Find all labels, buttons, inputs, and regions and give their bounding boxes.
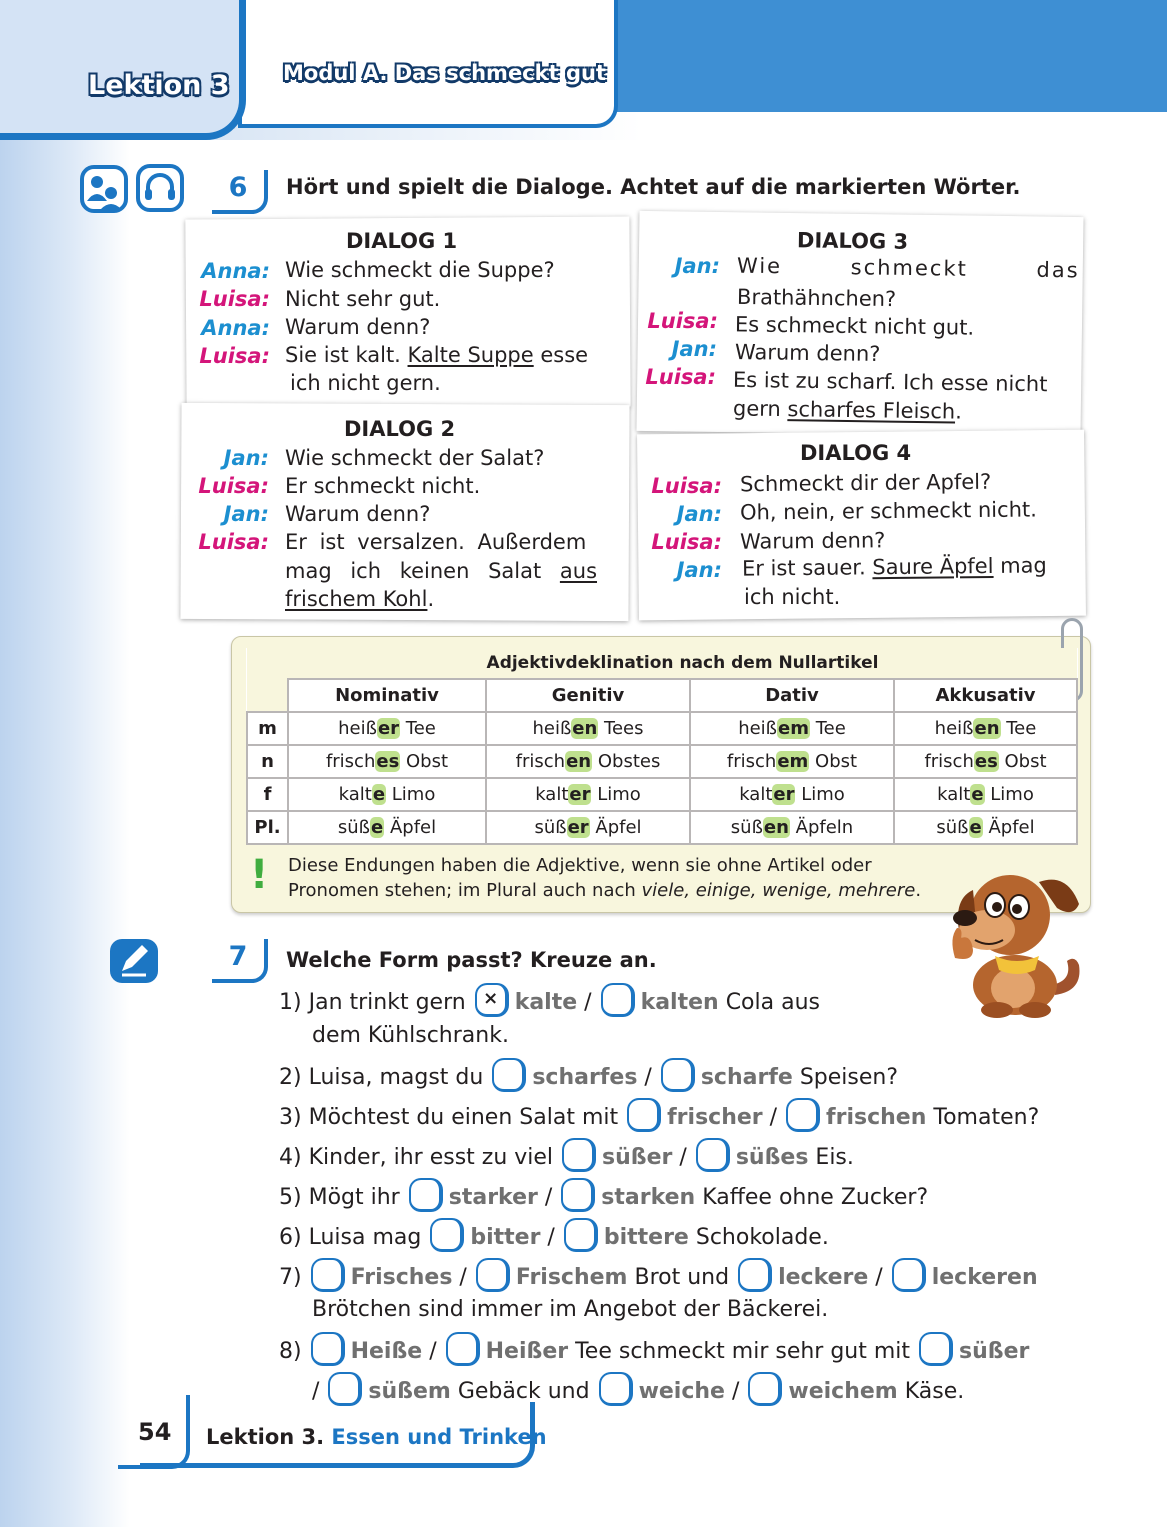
column-header: Dativ <box>690 679 894 712</box>
pair-work-icon <box>80 165 128 213</box>
option-text: weichem <box>788 1379 898 1404</box>
item-text: Möchtest du einen Salat mit <box>308 1105 619 1130</box>
stem: frisch <box>325 751 376 772</box>
dialog-3-line <box>733 394 962 425</box>
stem: kalt <box>535 784 569 805</box>
noun: Limo <box>386 784 436 805</box>
option-text: kalte <box>514 990 578 1015</box>
table-cell <box>288 811 486 844</box>
dialog-3-speaker: Jan: <box>671 337 717 361</box>
lektion-title: Lektion 3 <box>88 70 230 101</box>
table-row <box>247 745 1077 778</box>
option-text: weiche <box>638 1379 725 1404</box>
noun: Äpfel <box>384 817 437 838</box>
noun: Limo <box>795 784 845 805</box>
dialog-4-line <box>742 551 1047 582</box>
answer-checkbox[interactable] <box>311 1332 345 1366</box>
stem: heiß <box>738 718 778 739</box>
marked-phrase: Saure Äpfel <box>872 553 994 580</box>
noun: Tee <box>1000 718 1037 739</box>
ending: e <box>372 784 386 805</box>
noun: Obstes <box>592 751 661 772</box>
answer-checkbox[interactable] <box>786 1098 820 1132</box>
option-text: kalten <box>640 990 719 1015</box>
stem: heiß <box>532 718 572 739</box>
dialog-4-title: DIALOG 4 <box>800 441 912 465</box>
ending: e <box>971 784 984 805</box>
option-text: Heiße <box>350 1339 423 1364</box>
answer-checkbox[interactable] <box>892 1258 926 1292</box>
item-text: Schokolade. <box>695 1225 829 1250</box>
dialog-4-text: mag <box>993 553 1047 578</box>
dialog-3-speaker: Luisa: <box>645 365 716 389</box>
exercise-7-instruction: Welche Form passt? Kreuze an. <box>286 948 657 972</box>
table-cell <box>894 778 1077 811</box>
table-row <box>247 778 1077 811</box>
noun: Äpfel <box>589 817 642 838</box>
table-cell <box>690 811 894 844</box>
item-text: Luisa mag <box>308 1225 422 1250</box>
item-text: Jan trinkt gern <box>308 990 466 1015</box>
exercise-7-item-1: 1) Jan trinkt gern × kalte / kalten Cola aus <box>279 986 820 1020</box>
ending: e <box>371 817 384 838</box>
ending: en <box>763 817 789 838</box>
answer-checkbox[interactable] <box>476 1258 510 1292</box>
stem: frisch <box>726 751 777 772</box>
answer-checkbox[interactable] <box>599 1372 633 1406</box>
dialog-3-title: DIALOG 3 <box>796 228 909 254</box>
note-text: . <box>915 880 922 901</box>
answer-checkbox[interactable] <box>601 983 635 1017</box>
table-cell <box>288 745 486 778</box>
dialog-3-text: gern <box>732 396 788 422</box>
exercise-6-number: 6 <box>212 170 268 214</box>
dialog-1-text: Sie ist kalt. <box>285 343 408 367</box>
dialog-2-line: Warum denn? <box>285 502 431 526</box>
dog-illustration <box>935 860 1085 1020</box>
dialog-2-speaker: Jan: <box>223 446 269 470</box>
row-label: Pl. <box>247 811 288 844</box>
grammar-note-line <box>288 878 921 903</box>
noun: Limo <box>591 784 641 805</box>
dialog-2-speaker: Luisa: <box>198 474 269 498</box>
row-label: m <box>247 712 288 745</box>
row-label: f <box>247 778 288 811</box>
dialog-2-line <box>285 585 434 613</box>
note-italic: viele, einige, wenige, mehrere <box>641 880 916 901</box>
option-text: starker <box>448 1185 538 1210</box>
answer-checkbox[interactable] <box>738 1258 772 1292</box>
option-text: frischer <box>667 1105 763 1130</box>
option-text: süßer <box>959 1339 1030 1364</box>
table-cell <box>690 778 894 811</box>
grammar-note-line: Diese Endungen haben die Adjektive, wenn sie ohne Artikel oder <box>288 855 872 876</box>
answer-checkbox[interactable] <box>564 1218 598 1252</box>
dialog-3-speaker: Luisa: <box>647 309 718 333</box>
ending: en <box>566 751 592 772</box>
dialog-4-line: Schmeckt dir der Apfel? <box>739 469 992 497</box>
exercise-7-item-1-line2: dem Kühlschrank. <box>312 1023 509 1048</box>
option-text: Heißer <box>485 1339 569 1364</box>
stem: kalt <box>739 784 773 805</box>
answer-checkbox[interactable] <box>661 1058 695 1092</box>
item-number: 8) <box>279 1339 302 1364</box>
option-text: starken <box>601 1185 696 1210</box>
option-text: Frisches <box>350 1265 453 1290</box>
table-row <box>247 712 1077 745</box>
headphones-icon <box>136 163 186 213</box>
dialog-1-speaker: Anna: <box>201 316 270 340</box>
noun: Limo <box>984 784 1034 805</box>
answer-checkbox[interactable] <box>696 1138 730 1172</box>
column-header: Nominativ <box>288 679 486 712</box>
dialog-3-line: Es schmeckt nicht gut. <box>734 312 975 340</box>
declension-table <box>246 648 1078 845</box>
answer-checkbox[interactable] <box>562 1138 596 1172</box>
ending: er <box>569 784 591 805</box>
dialog-3-line: Wie schmeckt das <box>736 253 1080 283</box>
table-row <box>247 811 1077 844</box>
table-title: Adjektivdeklination nach dem Nullartikel <box>288 648 1077 679</box>
marked-phrase: frischem Kohl <box>285 587 428 611</box>
answer-checkbox[interactable] <box>409 1178 443 1212</box>
answer-checkbox[interactable] <box>328 1372 362 1406</box>
grammar-note <box>288 853 921 903</box>
ending: em <box>778 718 809 739</box>
header-blue-block <box>600 0 1167 112</box>
dialog-4-line: Warum denn? <box>739 528 886 554</box>
dialog-2-speaker: Luisa: <box>198 530 269 554</box>
stem: heiß <box>934 718 974 739</box>
exercise-7-item-7-line2: Brötchen sind immer im Angebot der Bäckerei. <box>312 1297 829 1322</box>
marked-phrase: scharfes Fleisch <box>787 397 956 424</box>
dialog-4-line: ich nicht. <box>744 585 841 609</box>
item-number: 2) <box>279 1065 302 1090</box>
dialog-1-line: Nicht sehr gut. <box>285 287 441 311</box>
footer-lesson-label: Lektion 3. <box>206 1425 325 1449</box>
item-text: Brot und <box>634 1265 730 1290</box>
table-cell <box>486 778 690 811</box>
table-cell <box>486 712 690 745</box>
option-text: leckere <box>778 1265 869 1290</box>
item-text: Mögt ihr <box>308 1185 400 1210</box>
noun: Tees <box>598 718 644 739</box>
ending: es <box>974 751 998 772</box>
page-number: 54 <box>138 1418 172 1446</box>
ending: es <box>376 751 400 772</box>
item-text: Cola aus <box>725 990 820 1015</box>
answer-checkbox[interactable] <box>492 1058 526 1092</box>
dialog-3-line: Brathähnchen? <box>736 284 897 312</box>
pencil-writing-icon <box>108 937 160 985</box>
table-cell <box>894 712 1077 745</box>
table-cell <box>288 712 486 745</box>
footer-lesson <box>206 1425 547 1449</box>
option-text: scharfes <box>532 1065 638 1090</box>
ending: em <box>777 751 809 772</box>
noun: Äpfeln <box>789 817 854 838</box>
stem: frisch <box>924 751 974 772</box>
stem: süß <box>936 817 969 838</box>
ending: er <box>773 784 795 805</box>
ending: en <box>572 718 598 739</box>
stem: frisch <box>515 751 566 772</box>
dialog-3-line: Es ist zu scharf. Ich esse nicht <box>732 367 1048 397</box>
marked-phrase: aus <box>559 559 598 583</box>
option-text: bitter <box>470 1225 541 1250</box>
item-text: Tomaten? <box>933 1105 1040 1130</box>
stem: kalt <box>937 784 971 805</box>
stem: heiß <box>338 718 377 739</box>
modul-title: Modul A. Das schmeckt gut <box>283 61 606 85</box>
dialog-1-line: ich nicht gern. <box>290 371 441 395</box>
table-cell <box>288 778 486 811</box>
dialog-2-line: Er schmeckt nicht. <box>285 474 481 498</box>
item-text: Luisa, magst du <box>308 1065 484 1090</box>
dialog-4-line: Oh, nein, er schmeckt nicht. <box>739 497 1037 525</box>
table-corner <box>247 648 288 679</box>
exercise-7-item-3: 3) Möchtest du einen Salat mit frischer / frischen Tomaten? <box>279 1101 1039 1135</box>
dialog-1-speaker: Luisa: <box>199 287 270 311</box>
item-text: Eis. <box>815 1145 854 1170</box>
row-label: n <box>247 745 288 778</box>
column-header: Akkusativ <box>894 679 1077 712</box>
exercise-6-instruction: Hört und spielt die Dialoge. Achtet auf die markierten Wörter. <box>286 175 1021 199</box>
item-text: Speisen? <box>799 1065 899 1090</box>
dialog-4-speaker: Jan: <box>676 502 722 526</box>
option-text: frischen <box>826 1105 927 1130</box>
item-number: 4) <box>279 1145 302 1170</box>
ending: en <box>974 718 1000 739</box>
exercise-7-number: 7 <box>212 939 268 983</box>
table-cell <box>486 811 690 844</box>
item-text: Gebäck und <box>457 1379 590 1404</box>
answer-checkbox[interactable] <box>627 1098 661 1132</box>
exercise-7-item-8-line2: / süßem Gebäck und weiche / weichem Käse. <box>312 1375 964 1409</box>
dialog-4-speaker: Jan: <box>676 558 722 582</box>
dialog-1-line: Wie schmeckt die Suppe? <box>285 258 555 282</box>
noun: Obst <box>998 751 1047 772</box>
option-text: leckeren <box>931 1265 1038 1290</box>
answer-checkbox[interactable] <box>446 1332 480 1366</box>
option-text: süßer <box>602 1145 673 1170</box>
table-corner <box>247 679 288 712</box>
stem: kalt <box>338 784 372 805</box>
stem: süß <box>534 817 567 838</box>
footer-topic: Essen und Trinken <box>331 1425 547 1449</box>
item-text: Käse. <box>904 1379 965 1404</box>
table-cell <box>690 745 894 778</box>
dialog-2-title: DIALOG 2 <box>344 417 456 441</box>
noun: Äpfel <box>982 817 1035 838</box>
exercise-7-item-6: 6) Luisa mag bitter / bittere Schokolade. <box>279 1221 829 1255</box>
dialog-2-speaker: Jan: <box>223 502 269 526</box>
dialog-2-text: mag ich keinen Salat <box>285 559 560 583</box>
dialog-2-line <box>285 557 597 585</box>
item-text: Kaffee ohne Zucker? <box>702 1185 929 1210</box>
dialog-2-text: . <box>427 587 435 611</box>
dialog-3-text: . <box>955 399 963 424</box>
dialog-2-line: Er ist versalzen. Außerdem <box>285 530 587 554</box>
stem: süß <box>337 817 371 838</box>
dialog-1-speaker: Luisa: <box>199 344 270 368</box>
exercise-7-item-7: 7) Frisches / Frischem Brot und leckere / leckeren <box>279 1261 1038 1295</box>
stem: süß <box>730 817 763 838</box>
item-number: 5) <box>279 1185 302 1210</box>
column-header: Genitiv <box>486 679 690 712</box>
table-cell <box>690 712 894 745</box>
answer-checkbox[interactable] <box>919 1332 953 1366</box>
page-margin-gradient <box>0 0 130 1527</box>
noun: Obst <box>400 751 449 772</box>
table-cell <box>894 811 1077 844</box>
item-number: 6) <box>279 1225 302 1250</box>
item-number: 1) <box>279 990 302 1015</box>
answer-checkbox[interactable] <box>561 1178 595 1212</box>
answer-checkbox-checked[interactable]: × <box>475 983 509 1017</box>
dialog-2-line: Wie schmeckt der Salat? <box>285 446 545 470</box>
noun: Tee <box>809 718 846 739</box>
dialog-4-speaker: Luisa: <box>651 530 722 554</box>
dialog-4-text: Er ist sauer. <box>741 555 873 581</box>
option-text: süßem <box>368 1379 451 1404</box>
exercise-7-item-8: 8) Heiße / Heißer Tee schmeckt mir sehr gut mit süßer <box>279 1335 1029 1369</box>
dialog-3-line: Warum denn? <box>734 339 881 367</box>
ending: er <box>567 817 589 838</box>
exercise-7-item-2: 2) Luisa, magst du scharfes / scharfe Speisen? <box>279 1061 898 1095</box>
noun: Obst <box>809 751 858 772</box>
marked-phrase: Kalte Suppe <box>407 343 534 367</box>
answer-checkbox[interactable] <box>311 1258 345 1292</box>
ending: er <box>377 718 400 739</box>
dialog-3-speaker: Jan: <box>674 254 720 278</box>
item-text: Tee schmeckt mir sehr gut mit <box>575 1339 911 1364</box>
dialog-1-line <box>285 341 588 369</box>
option-text: Frischem <box>515 1265 628 1290</box>
option-text: scharfe <box>700 1065 793 1090</box>
option-text: bittere <box>603 1225 689 1250</box>
dialog-4-speaker: Luisa: <box>651 474 722 498</box>
noun: Tee <box>400 718 436 739</box>
item-text: Kinder, ihr esst zu viel <box>308 1145 554 1170</box>
exercise-7-item-4: 4) Kinder, ihr esst zu viel süßer / süßes Eis. <box>279 1141 854 1175</box>
dialog-1-title: DIALOG 1 <box>346 229 458 253</box>
table-cell <box>894 745 1077 778</box>
option-text: süßes <box>735 1145 809 1170</box>
dialog-1-line: Warum denn? <box>285 315 431 339</box>
answer-checkbox[interactable] <box>430 1218 464 1252</box>
exercise-7-item-5: 5) Mögt ihr starker / starken Kaffee ohne Zucker? <box>279 1181 928 1215</box>
item-number: 7) <box>279 1265 302 1290</box>
table-cell <box>486 745 690 778</box>
note-text: Pronomen stehen; im Plural auch nach <box>288 880 642 901</box>
item-number: 3) <box>279 1105 302 1130</box>
answer-checkbox[interactable] <box>748 1372 782 1406</box>
dialog-1-speaker: Anna: <box>201 259 270 283</box>
dialog-1-text: esse <box>533 343 589 367</box>
ending: e <box>969 817 982 838</box>
exclamation-icon: ! <box>250 852 269 898</box>
